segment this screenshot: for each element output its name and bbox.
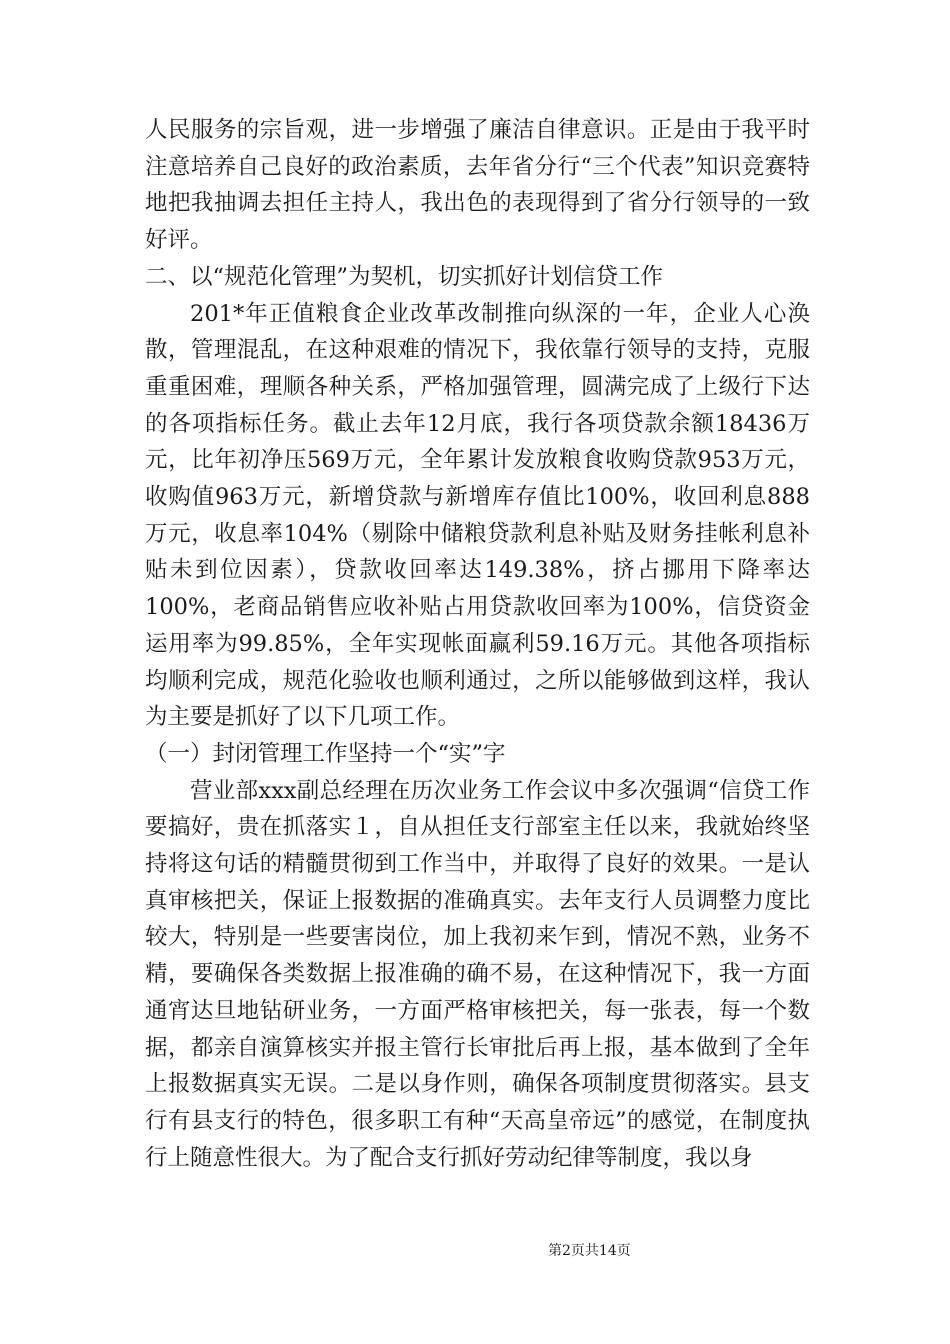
section-heading: 二、以“规范化管理”为契机，切实抓好计划信贷工作	[145, 263, 664, 290]
page-number-label: 第2页共14页	[548, 1243, 631, 1259]
body-paragraph: 营业部xxx副总经理在历次业务工作会议中多次强调“信贷工作要搞好，贵在抓落实１，自从担任支行部室主任以来，我就始终坚持将这句话的精髓贯彻到工作当中，并取得了良好的效果。一是认真审核把关，保证上报数据的准确真实。去年支行人员调整力度比较大，特别是一些要害岗位，加上我初来乍到，情况不熟，业务不精，要确保各类数据上报准确的确不易，在这种情况下，我一方面通宵达旦地钻研业务，一方面严格审核把关，每一张表，每一个数据，都亲自演算核实并报主管行长审批后再上报，基本做到了全年上报数据真实无误。二是以身作则，确保各项制度贯彻落实。县支行有县支行的特色，很多职工有种“天高皇帝远”的感觉，在制度执行上随意性很大。为了配合支行抓好劳动纪律等制度，我以身	[145, 777, 810, 1171]
subsection-heading: （一）封闭管理工作坚持一个“实”字	[145, 740, 506, 767]
page-footer	[0, 1240, 950, 1260]
document-body	[145, 112, 810, 1176]
continuation-paragraph: 人民服务的宗旨观，进一步增强了廉洁自律意识。正是由于我平时注意培养自己良好的政治素质，去年省分行“三个代表”知识竞赛特地把我抽调去担任主持人，我出色的表现得到了省分行领导的一致好评。	[145, 117, 810, 254]
body-paragraph: 201*年正值粮食企业改革改制推向纵深的一年，企业人心涣散，管理混乱，在这种艰难的情况下，我依靠行领导的支持，克服重重困难，理顺各种关系，严格加强管理，圆满完成了上级行下达的各项指标任务。截止去年12月底，我行各项贷款余额18436万元，比年初净压569万元，全年累计发放粮食收购贷款953万元，收购值963万元，新增贷款与新增库存值比100%，收回利息888万元，收息率104%（剔除中储粮贷款利息补贴及财务挂帐利息补贴未到位因素），贷款收回率达149.38%，挤占挪用下降率达100%，老商品销售应收补贴占用贷款收回率为100%，信贷资金运用率为99.85%，全年实现帐面赢利59.16万元。其他各项指标均顺利完成，规范化验收也顺利通过，之所以能够做到这样，我认为主要是抓好了以下几项工作。	[145, 300, 810, 731]
